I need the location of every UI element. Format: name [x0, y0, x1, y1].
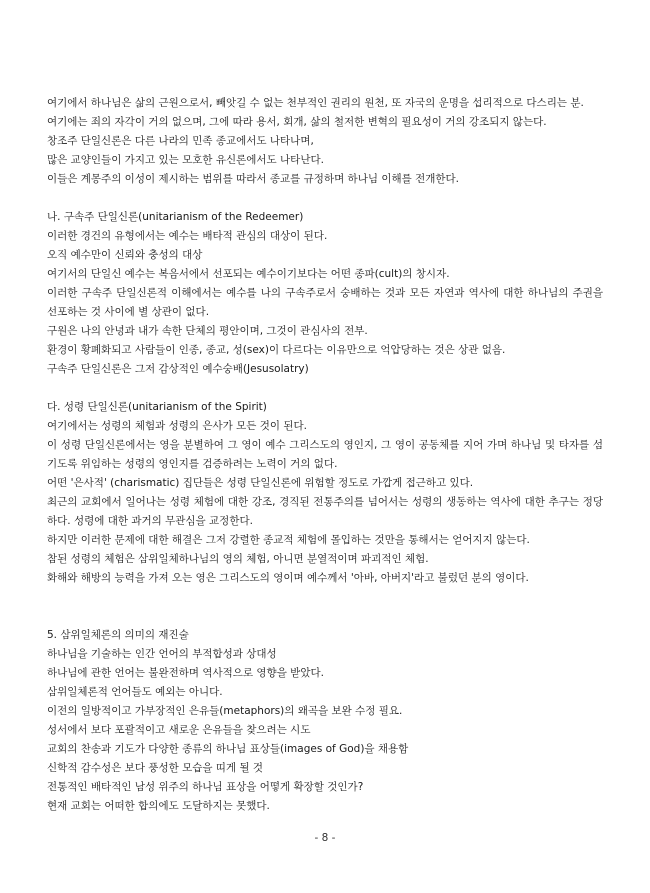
- spacer: [47, 379, 603, 398]
- section-line: 구속주 단일신론은 그저 감상적인 예수숭배(Jesusolatry): [47, 363, 309, 375]
- section-line: 오직 예수만이 신뢰와 충성의 대상: [47, 249, 203, 261]
- section-heading: 5. 삼위일체론의 의미의 재진술: [47, 629, 189, 641]
- intro-line: 여기에는 죄의 자각이 거의 없으며, 그에 따라 용서, 회개, 삶의 철저한 변혁의 필요성이 거의 강조되지 않는다.: [47, 116, 547, 128]
- section-line: 이러한 경건의 유형에서는 예수는 배타적 관심의 대상이 된다.: [47, 230, 328, 242]
- section-line: 구원은 나의 안녕과 내가 속한 단체의 평안이며, 그것이 관심사의 전부.: [47, 325, 368, 337]
- intro-line: 많은 교양인들이 가지고 있는 모호한 유신론에서도 나타난다.: [47, 154, 324, 166]
- section-line: 최근의 교회에서 일어나는 성령 체험에 대한 강조, 경직된 전통주의를 넘어서는 성령의 생동하는 역사에 대한 추구는 정당하다. 성령에 대한 과거의 무관심을 교정한다.: [47, 496, 603, 527]
- spacer: [47, 588, 603, 626]
- section-line: 하지만 이러한 문제에 대한 해결은 그저 강렬한 종교적 체험에 몰입하는 것만을 통해서는 얻어지지 않는다.: [47, 534, 530, 546]
- section-heading: 다. 성령 단일신론(unitarianism of the Spirit): [47, 401, 267, 413]
- section-line: 삼위일체론적 언어들도 예외는 아니다.: [47, 686, 223, 698]
- section-line: 성서에서 보다 포괄적이고 새로운 은유들을 찾으려는 시도: [47, 724, 311, 736]
- page-number: - 8 -: [314, 832, 336, 844]
- intro-line: 여기에서 하나님은 삶의 근원으로서, 빼앗길 수 없는 천부적인 권리의 원천, 또 자국의 운명을 섭리적으로 다스리는 분.: [47, 97, 584, 109]
- section-line: 신학적 감수성은 보다 풍성한 모습을 띠게 될 것: [47, 762, 264, 774]
- section-line: 여기서의 단일신 예수는 복음서에서 선포되는 예수이기보다는 어떤 종파(cult)의 창시자.: [47, 268, 450, 280]
- intro-block: [47, 94, 603, 189]
- intro-line: 이들은 계몽주의 이성이 제시하는 범위를 따라서 종교를 규정하며 하나님 이해를 전개한다.: [47, 173, 460, 185]
- section-line: 이러한 구속주 단일신론적 이해에서는 예수를 나의 구속주로서 숭배하는 것과 모든 자연과 역사에 대한 하나님의 주권을 선포하는 것 사이에 별 상관이 없다.: [47, 287, 603, 318]
- section-line: 화해와 해방의 능력을 가져 오는 영은 그리스도의 영이며 예수께서 '아바, 아버지'라고 불렀던 분의 영이다.: [47, 572, 529, 584]
- section-line: 전통적인 배타적인 남성 위주의 하나님 표상을 어떻게 확장할 것인가?: [47, 781, 364, 793]
- section-line: 하나님을 기술하는 인간 언어의 부적합성과 상대성: [47, 648, 277, 660]
- section-line: 현재 교회는 어떠한 합의에도 도달하지는 못했다.: [47, 800, 270, 812]
- section-5: [47, 626, 603, 816]
- section-line: 참된 성령의 체험은 삼위일체하나님의 영의 체험, 아니면 분열적이며 파괴적인 체험.: [47, 553, 429, 565]
- section-line: 이 성령 단일신론에서는 영을 분별하여 그 영이 예수 그리스도의 영인지, 그 영이 공동체를 지어 가며 하나님 및 타자를 섬기도록 위임하는 성령의 영인지를 검증하려는 노력이 거의 없다.: [47, 439, 603, 470]
- section-line: 환경이 황폐화되고 사람들이 인종, 종교, 성(sex)이 다르다는 이유만으로 억압당하는 것은 상관 없음.: [47, 344, 506, 356]
- section-da: [47, 398, 603, 588]
- spacer: [47, 189, 603, 208]
- section-line: 하나님에 관한 언어는 불완전하며 역사적으로 영향을 받았다.: [47, 667, 324, 679]
- section-line: 여기에서는 성령의 체험과 성령의 은사가 모든 것이 된다.: [47, 420, 307, 432]
- intro-line: 창조주 단일신론은 다른 나라의 민족 종교에서도 나타나며,: [47, 135, 314, 147]
- section-line: 어떤 '은사적' (charismatic) 집단들은 성령 단일신론에 위험할 정도로 가깝게 접근하고 있다.: [47, 477, 474, 489]
- section-line: 이전의 일방적이고 가부장적인 은유들(metaphors)의 왜곡을 보완 수정 필요.: [47, 705, 403, 717]
- page-content: [47, 94, 603, 816]
- section-line: 교회의 찬송과 기도가 다양한 종류의 하나님 표상들(images of God)을 채용함: [47, 743, 409, 755]
- section-na: [47, 208, 603, 379]
- section-heading: 나. 구속주 단일신론(unitarianism of the Redeemer): [47, 211, 304, 223]
